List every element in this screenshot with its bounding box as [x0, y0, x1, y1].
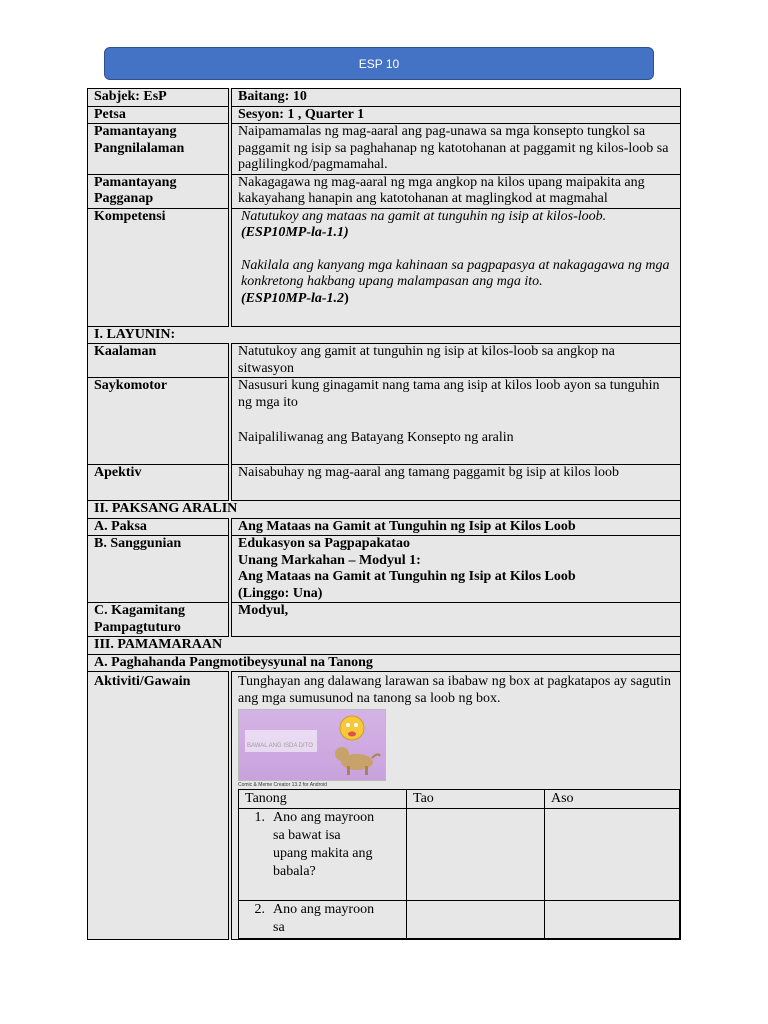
label-line: Pangnilalaman — [94, 140, 185, 156]
dog-tail-icon — [372, 754, 380, 758]
row-pamamaraan-heading — [88, 637, 681, 655]
row-sanggunian — [88, 536, 681, 603]
title-banner — [104, 47, 654, 80]
question-row — [239, 809, 680, 901]
sanggunian-value — [230, 536, 681, 603]
emoji-mouth-icon — [348, 732, 356, 737]
sanggunian-line: Edukasyon sa Pagpapakatao — [238, 536, 410, 551]
petsa-label: Petsa — [88, 106, 231, 124]
lesson-plan — [87, 88, 681, 940]
paghahanda-heading: A. Paghahanda Pangmotibeysyunal na Tanong — [88, 654, 681, 672]
sabjek-label: Sabjek: EsP — [88, 89, 231, 107]
aktiviti-value — [230, 672, 681, 940]
row-petsa — [88, 106, 681, 124]
row-saykomotor — [88, 378, 681, 465]
header-aso: Aso — [545, 790, 680, 809]
row-pamantayang-pagganap — [88, 174, 681, 208]
competency-2: Nakilala ang kanyang mga kahinaan sa pagpapasya at nakagagawa ng mga konkretong hakbang upang malampasan ang mga ito. — [241, 257, 670, 289]
paksang-aralin-heading: II. PAKSANG ARALIN — [88, 501, 681, 519]
kagamitang-label — [88, 603, 231, 637]
banner-title: ESP 10 — [358, 56, 400, 71]
question-table-header — [239, 790, 680, 809]
image-caption: Comic & Meme Creator 13.2 for Android — [238, 782, 327, 788]
paksa-value: Ang Mataas na Gamit at Tunguhin ng Isip at Kilos Loob — [230, 518, 681, 536]
question-text: Ano ang mayroon sa — [273, 902, 375, 935]
label-line: Pamantayang — [94, 124, 177, 139]
label-line: Pagganap — [94, 191, 154, 206]
sesyon-value: Sesyon: 1 , Quarter 1 — [230, 106, 681, 124]
emoji-eye-icon — [354, 723, 358, 727]
pamantayang-pagganap-value: Nakagagawa ng mag-aaral ng mga angkop na kilos upang maipakita ang kakayahang hanapin ang katotohanan at maglingkod at magmahal — [230, 174, 681, 208]
row-pamantayang-pangnilalaman — [88, 124, 681, 175]
aso-answer-cell[interactable] — [545, 809, 680, 901]
saykomotor-value — [230, 378, 681, 465]
label-line: Pamantayang — [94, 174, 177, 190]
aktiviti-label: Aktiviti/Gawain — [88, 672, 231, 940]
pamantayang-pangnilalaman-label — [88, 124, 231, 175]
aso-answer-cell[interactable] — [545, 901, 680, 939]
row-paksang-aralin-heading — [88, 501, 681, 519]
saykomotor-text-1: Nasusuri kung ginagamit nang tama ang isip at kilos loob ayon sa tunguhin ng mga ito — [238, 378, 660, 410]
kagamitang-value: Modyul, — [230, 603, 681, 637]
tao-answer-cell[interactable] — [407, 809, 545, 901]
sanggunian-line: (Linggo: Una) — [238, 585, 323, 601]
sanggunian-line: Ang Mataas na Gamit at Tunguhin ng Isip at Kilos Loob — [238, 569, 576, 584]
row-kaalaman — [88, 344, 681, 378]
apektiv-label: Apektiv — [88, 465, 231, 501]
label-line: Pampagtuturo — [94, 619, 181, 635]
sanggunian-line: Unang Markahan – Modyul 1: — [238, 552, 421, 568]
sanggunian-label: B. Sanggunian — [88, 536, 231, 603]
question-cell — [239, 809, 407, 901]
apektiv-value: Naisabuhay ng mag-aaral ang tamang paggamit bg isip at kilos loob — [230, 465, 681, 501]
question-table — [238, 789, 680, 939]
competency-2-block — [241, 258, 674, 308]
row-sabjek — [88, 89, 681, 107]
kompetensi-value — [230, 208, 681, 326]
row-kompetensi — [88, 208, 681, 326]
competency-1-code: (ESP10MP-la-1.1) — [241, 225, 349, 240]
question-number: 2. — [254, 902, 265, 917]
kompetensi-label: Kompetensi — [88, 208, 231, 326]
comic-image — [238, 709, 386, 781]
aktiviti-instruction: Tunghayan ang dalawang larawan sa ibabaw ng box at pagkatapos ay sagutin ang mga sumusunod na tanong sa loob ng box. — [238, 674, 671, 706]
baitang-value: Baitang: 10 — [230, 89, 681, 107]
label-line: C. Kagamitang — [94, 603, 185, 618]
header-tanong: Tanong — [239, 790, 407, 809]
emoji-eye-icon — [346, 723, 350, 727]
competency-2-code: (ESP10MP-la-1.2 — [241, 290, 345, 306]
kaalaman-label: Kaalaman — [88, 344, 231, 378]
pamamaraan-heading: III. PAMAMARAAN — [88, 637, 681, 655]
dog-head-icon — [335, 747, 349, 761]
tao-answer-cell[interactable] — [407, 901, 545, 939]
sign-board — [245, 730, 317, 752]
lesson-plan-table — [87, 88, 681, 940]
competency-1: Natutukoy ang mataas na gamit at tunguhin ng isip at kilos-loob. — [241, 208, 607, 224]
row-kagamitang — [88, 603, 681, 637]
competency-2-close: ) — [344, 290, 349, 306]
question-number: 1. — [254, 810, 265, 825]
question-cell — [239, 901, 407, 939]
comic-illustration — [239, 710, 385, 780]
row-apektiv — [88, 465, 681, 501]
saykomotor-text-2: Naipaliliwanag ang Batayang Konsepto ng aralin — [238, 430, 514, 445]
pamantayang-pagganap-label — [88, 174, 231, 208]
dog-leg-icon — [365, 766, 368, 775]
row-paghahanda-heading — [88, 654, 681, 672]
question-row — [239, 901, 680, 939]
layunin-heading: I. LAYUNIN: — [88, 326, 681, 344]
question-text: Ano ang mayroon sa bawat isa upang makita ang babala? — [273, 810, 375, 879]
header-tao: Tao — [407, 790, 545, 809]
pamantayang-pangnilalaman-value: Naipamamalas ng mag-aaral ang pag-unawa sa mga konsepto tungkol sa paggamit ng isip sa paghahanap ng katotohanan at paggamit ng kilos-loob sa paglilingkod/pagmamahal. — [230, 124, 681, 175]
dog-leg-icon — [347, 766, 350, 775]
paksa-label: A. Paksa — [88, 518, 231, 536]
row-layunin-heading — [88, 326, 681, 344]
row-paksa — [88, 518, 681, 536]
saykomotor-label: Saykomotor — [88, 378, 231, 465]
row-aktiviti — [88, 672, 681, 940]
kaalaman-value: Natutukoy ang gamit at tunguhin ng isip at kilos-loob sa angkop na sitwasyon — [230, 344, 681, 378]
